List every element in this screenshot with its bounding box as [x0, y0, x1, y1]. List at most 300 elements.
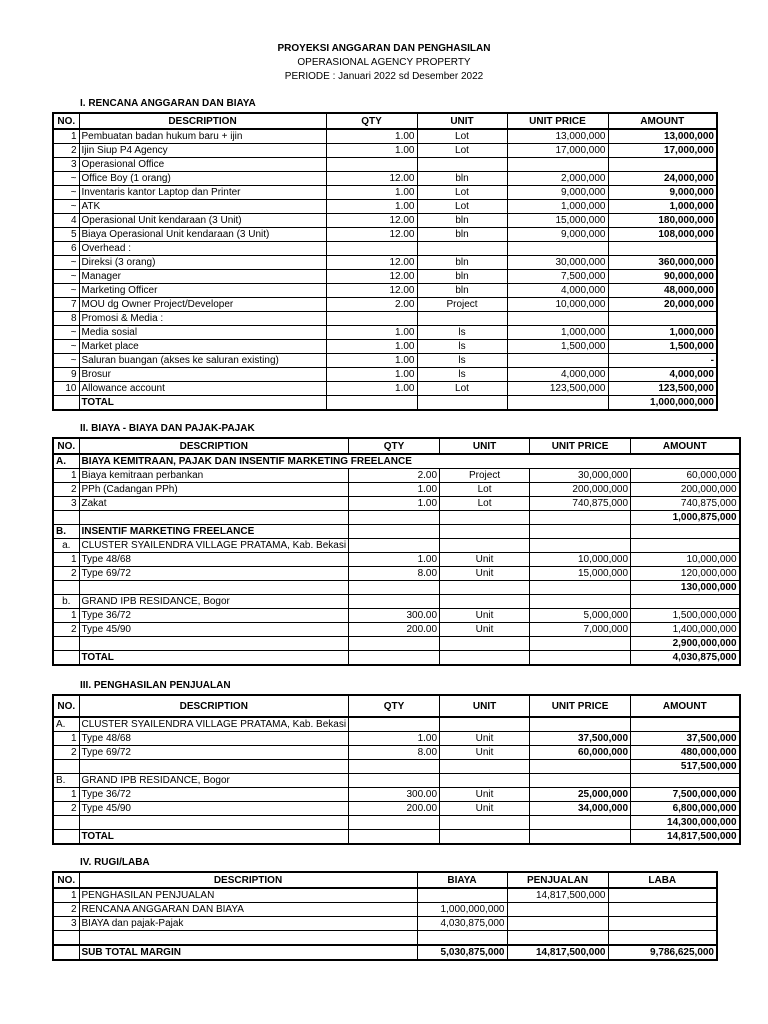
row-qty: 12.00 — [326, 270, 417, 284]
total-row — [53, 830, 740, 845]
row-amount: 9,000,000 — [608, 186, 717, 200]
row-unit-price: 123,500,000 — [507, 382, 608, 396]
row-unit-price: 1,500,000 — [507, 340, 608, 354]
row-amount: 7,500,000,000 — [631, 788, 740, 802]
row-unit-price: 5,000,000 — [530, 609, 631, 623]
group-row — [53, 454, 740, 469]
group-title: BIAYA KEMITRAAN, PAJAK DAN INSENTIF MARKETING FREELANCE — [79, 454, 740, 469]
row-unit-price — [507, 354, 608, 368]
row-no: 1 — [53, 469, 79, 483]
row-qty — [326, 312, 417, 326]
row-qty: 12.00 — [326, 228, 417, 242]
row-unit-price: 740,875,000 — [530, 497, 631, 511]
row-amount: 13,000,000 — [608, 129, 717, 144]
row-qty: 300.00 — [349, 788, 440, 802]
row-description: Type 48/68 — [79, 553, 349, 567]
row-qty: 1.00 — [326, 129, 417, 144]
row-unit-price: 1,000,000 — [507, 326, 608, 340]
row-amount: 200,000,000 — [631, 483, 740, 497]
row-description: Inventaris kantor Laptop dan Printer — [79, 186, 326, 200]
col-unit-price: UNIT PRICE — [530, 438, 631, 454]
row-unit-price — [507, 158, 608, 172]
row-unit: ls — [417, 340, 507, 354]
row-description: Media sosial — [79, 326, 326, 340]
row-qty — [326, 158, 417, 172]
subtotal-row — [53, 816, 740, 830]
row-no: 1 — [53, 788, 79, 802]
row-unit-price: 4,000,000 — [507, 368, 608, 382]
row-qty: 200.00 — [349, 623, 440, 637]
table-row — [53, 186, 717, 200]
row-no: 2 — [53, 623, 79, 637]
table-row — [53, 382, 717, 396]
row-unit: Unit — [440, 788, 530, 802]
col-biaya: BIAYA — [417, 872, 507, 888]
row-unit-price: 34,000,000 — [530, 802, 631, 816]
col-laba: LABA — [608, 872, 717, 888]
row-description: Biaya kemitraan perbankan — [79, 469, 349, 483]
col-no: NO. — [53, 438, 79, 454]
row-unit-price: 2,000,000 — [507, 172, 608, 186]
row-amount: 360,000,000 — [608, 256, 717, 270]
total-amount: 14,817,500,000 — [631, 830, 740, 845]
document-header — [0, 42, 768, 84]
row-description: Pembuatan badan hukum baru + ijin — [79, 129, 326, 144]
row-description: Promosi & Media : — [79, 312, 326, 326]
row-description: Biaya Operasional Unit kendaraan (3 Unit) — [79, 228, 326, 242]
row-no: 10 — [53, 382, 79, 396]
row-description: Type 69/72 — [79, 567, 349, 581]
row-qty: 1.00 — [349, 553, 440, 567]
section4-title: IV. RUGI/LABA — [80, 857, 150, 868]
table-row — [53, 172, 717, 186]
row-unit: Project — [440, 469, 530, 483]
row-unit: ls — [417, 368, 507, 382]
row-amount: 123,500,000 — [608, 382, 717, 396]
subtotal-row — [53, 581, 740, 595]
row-biaya: 4,030,875,000 — [417, 917, 507, 931]
row-no: ~ — [53, 186, 79, 200]
group-no: A. — [53, 717, 79, 732]
section2-title: II. BIAYA - BIAYA DAN PAJAK-PAJAK — [80, 423, 255, 434]
row-amount: 120,000,000 — [631, 567, 740, 581]
row-amount: 6,800,000,000 — [631, 802, 740, 816]
row-unit — [417, 242, 507, 256]
row-unit-price: 9,000,000 — [507, 186, 608, 200]
subtotal-amount: 14,300,000,000 — [631, 816, 740, 830]
table-row — [53, 312, 717, 326]
group-row — [53, 525, 740, 539]
row-description: MOU dg Owner Project/Developer — [79, 298, 326, 312]
row-unit-price: 1,000,000 — [507, 200, 608, 214]
row-unit-price: 25,000,000 — [530, 788, 631, 802]
row-unit-price: 7,500,000 — [507, 270, 608, 284]
row-no: 3 — [53, 158, 79, 172]
row-laba — [608, 888, 717, 903]
row-penjualan — [507, 917, 608, 931]
section3-title: III. PENGHASILAN PENJUALAN — [80, 680, 231, 691]
col-amount: AMOUNT — [608, 113, 717, 129]
table-row — [53, 802, 740, 816]
subgroup-no: b. — [53, 595, 79, 609]
total-label: TOTAL — [79, 830, 349, 845]
row-qty: 2.00 — [349, 469, 440, 483]
row-qty: 12.00 — [326, 172, 417, 186]
section1-table — [52, 112, 718, 411]
row-amount: 1,500,000,000 — [631, 609, 740, 623]
subtotal-row — [53, 637, 740, 651]
col-unit-price: UNIT PRICE — [530, 695, 631, 717]
row-amount: - — [608, 354, 717, 368]
row-amount: 10,000,000 — [631, 553, 740, 567]
row-no: ~ — [53, 270, 79, 284]
table-row — [53, 284, 717, 298]
row-unit: bln — [417, 214, 507, 228]
subtotal-amount: 1,000,875,000 — [631, 511, 740, 525]
row-unit-price: 13,000,000 — [507, 129, 608, 144]
subtotal-amount: 130,000,000 — [631, 581, 740, 595]
table-row — [53, 270, 717, 284]
subgroup-row — [53, 539, 740, 553]
table-row — [53, 497, 740, 511]
row-qty: 12.00 — [326, 256, 417, 270]
row-penjualan: 14,817,500,000 — [507, 888, 608, 903]
row-qty — [326, 242, 417, 256]
row-amount: 4,000,000 — [608, 368, 717, 382]
row-amount: 108,000,000 — [608, 228, 717, 242]
table-header-row — [53, 695, 740, 717]
row-no: 2 — [53, 746, 79, 760]
row-description: Type 69/72 — [79, 746, 349, 760]
row-no: 2 — [53, 567, 79, 581]
row-unit-price: 200,000,000 — [530, 483, 631, 497]
row-amount — [608, 158, 717, 172]
row-description: PENGHASILAN PENJUALAN — [79, 888, 417, 903]
row-no: 2 — [53, 144, 79, 158]
row-amount: 37,500,000 — [631, 732, 740, 746]
group-title: INSENTIF MARKETING FREELANCE — [79, 525, 349, 539]
table-row — [53, 746, 740, 760]
row-amount: 1,000,000 — [608, 200, 717, 214]
subgroup-title: GRAND IPB RESIDANCE, Bogor — [79, 595, 349, 609]
row-qty: 1.00 — [349, 732, 440, 746]
row-description: Brosur — [79, 368, 326, 382]
row-unit: Lot — [440, 497, 530, 511]
table-header-row — [53, 113, 717, 129]
subtotal-row — [53, 760, 740, 774]
row-unit: Unit — [440, 802, 530, 816]
group-title: GRAND IPB RESIDANCE, Bogor — [79, 774, 349, 788]
subtotal-laba: 9,786,625,000 — [608, 945, 717, 960]
row-unit: bln — [417, 172, 507, 186]
row-no: 1 — [53, 888, 79, 903]
table-row — [53, 917, 717, 931]
col-no: NO. — [53, 113, 79, 129]
row-unit: bln — [417, 270, 507, 284]
total-amount: 4,030,875,000 — [631, 651, 740, 666]
row-no: 1 — [53, 732, 79, 746]
row-no: ~ — [53, 354, 79, 368]
row-description: Office Boy (1 orang) — [79, 172, 326, 186]
col-description: DESCRIPTION — [79, 113, 326, 129]
row-qty: 12.00 — [326, 284, 417, 298]
col-no: NO. — [53, 872, 79, 888]
row-description: Operasional Unit kendaraan (3 Unit) — [79, 214, 326, 228]
col-unit-price: UNIT PRICE — [507, 113, 608, 129]
row-biaya: 1,000,000,000 — [417, 903, 507, 917]
table-row — [53, 298, 717, 312]
row-unit-price: 4,000,000 — [507, 284, 608, 298]
row-description: Operasional Office — [79, 158, 326, 172]
subtotal-penjualan: 14,817,500,000 — [507, 945, 608, 960]
row-laba — [608, 917, 717, 931]
row-unit-price: 9,000,000 — [507, 228, 608, 242]
subgroup-no: a. — [53, 539, 79, 553]
blank-row — [53, 931, 717, 946]
row-qty: 12.00 — [326, 214, 417, 228]
table-row — [53, 469, 740, 483]
total-label: TOTAL — [79, 651, 349, 666]
table-row — [53, 888, 717, 903]
row-no: 1 — [53, 553, 79, 567]
table-row — [53, 144, 717, 158]
row-description: Saluran buangan (akses ke saluran existing) — [79, 354, 326, 368]
total-amount: 1,000,000,000 — [608, 396, 717, 411]
table-row — [53, 567, 740, 581]
row-description: ATK — [79, 200, 326, 214]
row-unit-price: 10,000,000 — [530, 553, 631, 567]
col-qty: QTY — [349, 438, 440, 454]
doc-subtitle: OPERASIONAL AGENCY PROPERTY — [297, 57, 471, 68]
row-description: Zakat — [79, 497, 349, 511]
row-no: ~ — [53, 284, 79, 298]
row-description: Type 48/68 — [79, 732, 349, 746]
row-amount — [608, 312, 717, 326]
row-unit — [417, 158, 507, 172]
table-row — [53, 256, 717, 270]
row-qty: 1.00 — [326, 354, 417, 368]
row-biaya — [417, 888, 507, 903]
row-unit: Lot — [417, 144, 507, 158]
table-row — [53, 242, 717, 256]
row-unit-price: 10,000,000 — [507, 298, 608, 312]
subgroup-row — [53, 595, 740, 609]
row-no: 2 — [53, 802, 79, 816]
group-no: B. — [53, 525, 79, 539]
row-unit: Unit — [440, 567, 530, 581]
col-qty: QTY — [326, 113, 417, 129]
row-description: PPh (Cadangan PPh) — [79, 483, 349, 497]
row-qty: 1.00 — [326, 340, 417, 354]
row-unit: Project — [417, 298, 507, 312]
table-row — [53, 903, 717, 917]
col-unit: UNIT — [440, 695, 530, 717]
row-unit: Unit — [440, 746, 530, 760]
row-unit-price: 60,000,000 — [530, 746, 631, 760]
table-row — [53, 200, 717, 214]
group-no: B. — [53, 774, 79, 788]
row-unit: Lot — [417, 186, 507, 200]
row-unit: bln — [417, 228, 507, 242]
col-no: NO. — [53, 695, 79, 717]
subtotal-label: SUB TOTAL MARGIN — [79, 945, 417, 960]
row-unit-price — [507, 312, 608, 326]
row-unit-price: 30,000,000 — [507, 256, 608, 270]
row-description: Marketing Officer — [79, 284, 326, 298]
row-amount: 1,400,000,000 — [631, 623, 740, 637]
row-qty: 8.00 — [349, 746, 440, 760]
row-unit — [417, 312, 507, 326]
table-row — [53, 623, 740, 637]
table-row — [53, 368, 717, 382]
col-unit: UNIT — [417, 113, 507, 129]
row-amount: 48,000,000 — [608, 284, 717, 298]
row-unit: Lot — [417, 382, 507, 396]
table-row — [53, 340, 717, 354]
subtotal-amount: 2,900,000,000 — [631, 637, 740, 651]
row-unit-price: 17,000,000 — [507, 144, 608, 158]
row-description: Type 45/90 — [79, 623, 349, 637]
group-title: CLUSTER SYAILENDRA VILLAGE PRATAMA, Kab. Bekasi — [79, 717, 349, 732]
col-qty: QTY — [349, 695, 440, 717]
row-no: 7 — [53, 298, 79, 312]
table-row — [53, 354, 717, 368]
row-unit-price: 15,000,000 — [507, 214, 608, 228]
table-row — [53, 214, 717, 228]
row-qty: 1.00 — [326, 368, 417, 382]
row-amount: 740,875,000 — [631, 497, 740, 511]
row-qty: 1.00 — [349, 497, 440, 511]
table-header-row — [53, 438, 740, 454]
col-description: DESCRIPTION — [79, 872, 417, 888]
row-unit: Lot — [440, 483, 530, 497]
row-qty: 2.00 — [326, 298, 417, 312]
subtotal-amount: 517,500,000 — [631, 760, 740, 774]
row-description: Allowance account — [79, 382, 326, 396]
row-amount: 90,000,000 — [608, 270, 717, 284]
group-row — [53, 717, 740, 732]
row-no: ~ — [53, 200, 79, 214]
group-no: A. — [53, 454, 79, 469]
row-description: Manager — [79, 270, 326, 284]
row-unit: Unit — [440, 623, 530, 637]
row-amount: 1,500,000 — [608, 340, 717, 354]
row-qty: 300.00 — [349, 609, 440, 623]
row-no: 8 — [53, 312, 79, 326]
row-qty: 1.00 — [326, 200, 417, 214]
row-qty: 200.00 — [349, 802, 440, 816]
row-amount: 1,000,000 — [608, 326, 717, 340]
row-amount: 180,000,000 — [608, 214, 717, 228]
table-row — [53, 228, 717, 242]
table-row — [53, 129, 717, 144]
table-row — [53, 158, 717, 172]
row-unit: Unit — [440, 553, 530, 567]
row-description: Overhead : — [79, 242, 326, 256]
doc-title: PROYEKSI ANGGARAN DAN PENGHASILAN — [277, 43, 491, 54]
subtotal-row — [53, 511, 740, 525]
row-no: 2 — [53, 483, 79, 497]
row-qty: 1.00 — [349, 483, 440, 497]
row-unit-price: 30,000,000 — [530, 469, 631, 483]
row-amount: 20,000,000 — [608, 298, 717, 312]
col-description: DESCRIPTION — [79, 695, 349, 717]
row-laba — [608, 903, 717, 917]
group-row — [53, 774, 740, 788]
col-penjualan: PENJUALAN — [507, 872, 608, 888]
row-qty: 1.00 — [326, 186, 417, 200]
row-unit: ls — [417, 354, 507, 368]
row-unit: Unit — [440, 609, 530, 623]
row-unit: Unit — [440, 732, 530, 746]
row-no: 9 — [53, 368, 79, 382]
subtotal-biaya: 5,030,875,000 — [417, 945, 507, 960]
row-unit: bln — [417, 256, 507, 270]
row-unit-price — [507, 242, 608, 256]
row-no: 2 — [53, 903, 79, 917]
row-no: 3 — [53, 497, 79, 511]
row-unit: Lot — [417, 129, 507, 144]
total-row — [53, 396, 717, 411]
row-no: 6 — [53, 242, 79, 256]
row-no: ~ — [53, 256, 79, 270]
row-amount: 24,000,000 — [608, 172, 717, 186]
row-no: 5 — [53, 228, 79, 242]
row-unit-price: 15,000,000 — [530, 567, 631, 581]
col-description: DESCRIPTION — [79, 438, 349, 454]
row-no: 1 — [53, 129, 79, 144]
table-row — [53, 553, 740, 567]
row-qty: 1.00 — [326, 144, 417, 158]
row-qty: 8.00 — [349, 567, 440, 581]
row-unit-price: 37,500,000 — [530, 732, 631, 746]
table-row — [53, 788, 740, 802]
row-description: Type 36/72 — [79, 609, 349, 623]
total-label: TOTAL — [79, 396, 326, 411]
col-amount: AMOUNT — [631, 438, 740, 454]
subtotal-row — [53, 945, 717, 960]
section1-title: I. RENCANA ANGGARAN DAN BIAYA — [80, 98, 256, 109]
row-penjualan — [507, 903, 608, 917]
table-row — [53, 326, 717, 340]
section3-table — [52, 694, 741, 845]
row-description: Direksi (3 orang) — [79, 256, 326, 270]
row-description: Type 45/90 — [79, 802, 349, 816]
total-row — [53, 651, 740, 666]
table-header-row — [53, 872, 717, 888]
row-no: ~ — [53, 172, 79, 186]
row-unit: ls — [417, 326, 507, 340]
row-amount: 480,000,000 — [631, 746, 740, 760]
subgroup-title: CLUSTER SYAILENDRA VILLAGE PRATAMA, Kab. Bekasi — [79, 539, 349, 553]
row-unit-price: 7,000,000 — [530, 623, 631, 637]
table-row — [53, 483, 740, 497]
row-unit: Lot — [417, 200, 507, 214]
doc-period: PERIODE : Januari 2022 sd Desember 2022 — [284, 71, 484, 82]
section2-table — [52, 437, 741, 666]
table-row — [53, 732, 740, 746]
row-amount: 60,000,000 — [631, 469, 740, 483]
row-no: ~ — [53, 326, 79, 340]
row-description: Ijin Siup P4 Agency — [79, 144, 326, 158]
col-amount: AMOUNT — [631, 695, 740, 717]
row-no: ~ — [53, 340, 79, 354]
row-description: Type 36/72 — [79, 788, 349, 802]
row-amount — [608, 242, 717, 256]
row-qty: 1.00 — [326, 382, 417, 396]
table-row — [53, 609, 740, 623]
row-qty: 1.00 — [326, 326, 417, 340]
